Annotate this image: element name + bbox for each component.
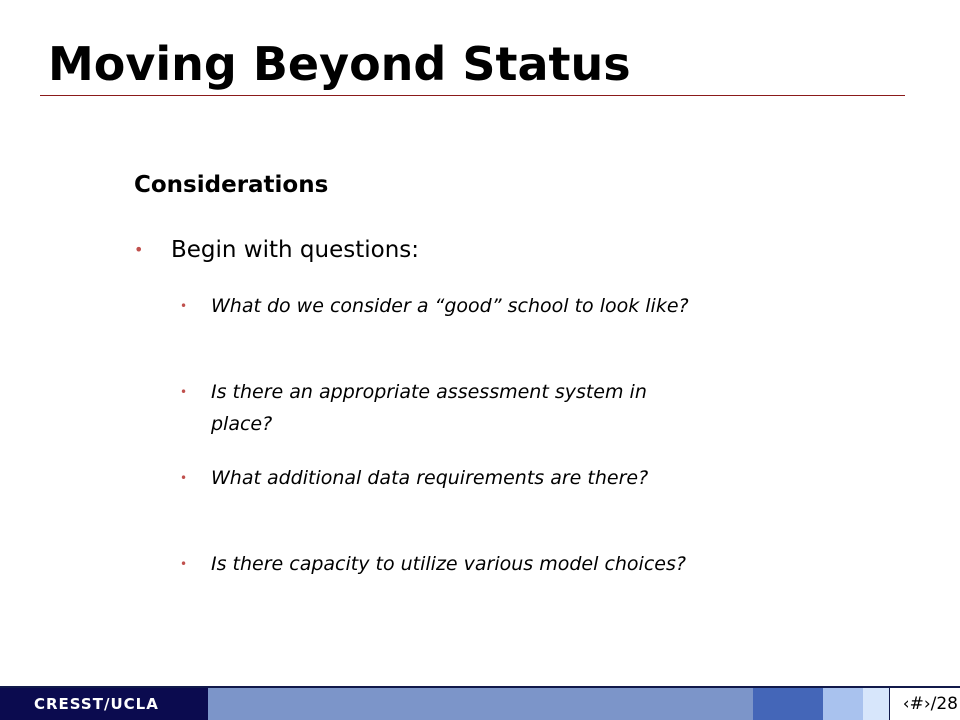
bullet-marker: •: [180, 299, 188, 313]
sub-bullet-list: [180, 290, 700, 634]
bullet-marker: •: [180, 471, 188, 485]
footer-segment-pale: [823, 688, 863, 720]
section-heading: Considerations: [134, 172, 329, 198]
sub-bullet-text: What additional data requirements are there?: [211, 467, 649, 489]
footer-segment-light: [863, 688, 889, 720]
sub-bullet-text: Is there an appropriate assessment system in place?: [211, 381, 647, 435]
sub-bullet: [180, 462, 700, 548]
bullet-marker: •: [180, 385, 188, 399]
main-bullet-text: Begin with questions:: [171, 237, 420, 263]
footer-bar: [0, 686, 960, 720]
sub-bullet-text: Is there capacity to utilize various model choices?: [211, 553, 686, 575]
sub-bullet-text: What do we consider a “good” school to look like?: [211, 295, 689, 317]
slide-title: Moving Beyond Status: [48, 37, 631, 91]
bullet-marker: •: [180, 557, 188, 571]
footer-segment-mid: [208, 688, 753, 720]
sub-bullet: [180, 548, 700, 634]
bullet-marker: •: [134, 240, 144, 259]
page-number: ‹#›/28: [902, 694, 958, 714]
title-divider: [40, 95, 905, 96]
footer-segment-blue: [753, 688, 823, 720]
sub-bullet: [180, 376, 700, 462]
footer-brand: CRESST/UCLA: [34, 695, 159, 713]
sub-bullet: [180, 290, 700, 376]
